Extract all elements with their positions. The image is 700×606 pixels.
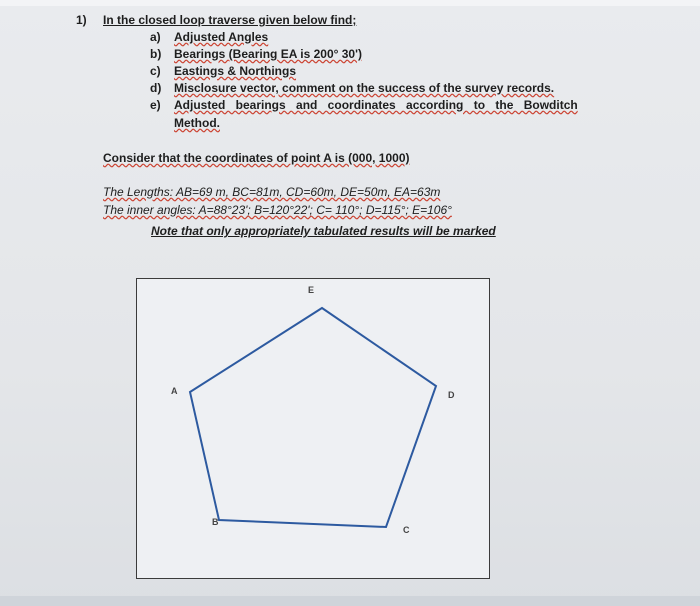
question-number: 1)	[76, 13, 87, 27]
given-lengths: The Lengths: AB=69 m, BC=81m, CD=60m, DE=50m, EA=63m	[103, 185, 441, 199]
item-text: Adjusted bearings and coordinates according to the Bowditch	[174, 98, 578, 112]
item-label: a)	[150, 30, 161, 44]
traverse-diagram	[136, 278, 490, 579]
item-text: Eastings & Northings	[174, 64, 297, 78]
vertex-label-e: E	[308, 285, 315, 295]
item-label: d)	[150, 81, 162, 95]
item-label: b)	[150, 47, 162, 61]
item-text: Misclosure vector, comment on the success of the survey records.	[174, 81, 555, 95]
vertex-label-d: D	[448, 390, 455, 400]
item-text: Method.	[174, 116, 220, 130]
consider-text: Consider that the coordinates of point A is (000, 1000)	[103, 151, 410, 165]
item-text: Bearings (Bearing EA is 200° 30')	[174, 47, 362, 61]
item-label: c)	[150, 64, 161, 78]
traverse-polygon	[190, 308, 436, 527]
vertex-label-a: A	[171, 386, 178, 396]
marking-note: Note that only appropriately tabulated results will be marked	[151, 224, 496, 238]
pentagon-svg	[137, 279, 489, 578]
given-angles: The inner angles: A=88°23'; B=120°22'; C= 110°; D=115°; E=106°	[103, 203, 452, 217]
question-heading: In the closed loop traverse given below find;	[103, 13, 357, 27]
page-bottom-edge	[0, 596, 700, 606]
page-top-edge	[0, 0, 700, 6]
item-text: Adjusted Angles	[174, 30, 269, 44]
vertex-label-b: B	[212, 517, 219, 527]
item-label: e)	[150, 98, 161, 112]
vertex-label-c: C	[403, 525, 410, 535]
